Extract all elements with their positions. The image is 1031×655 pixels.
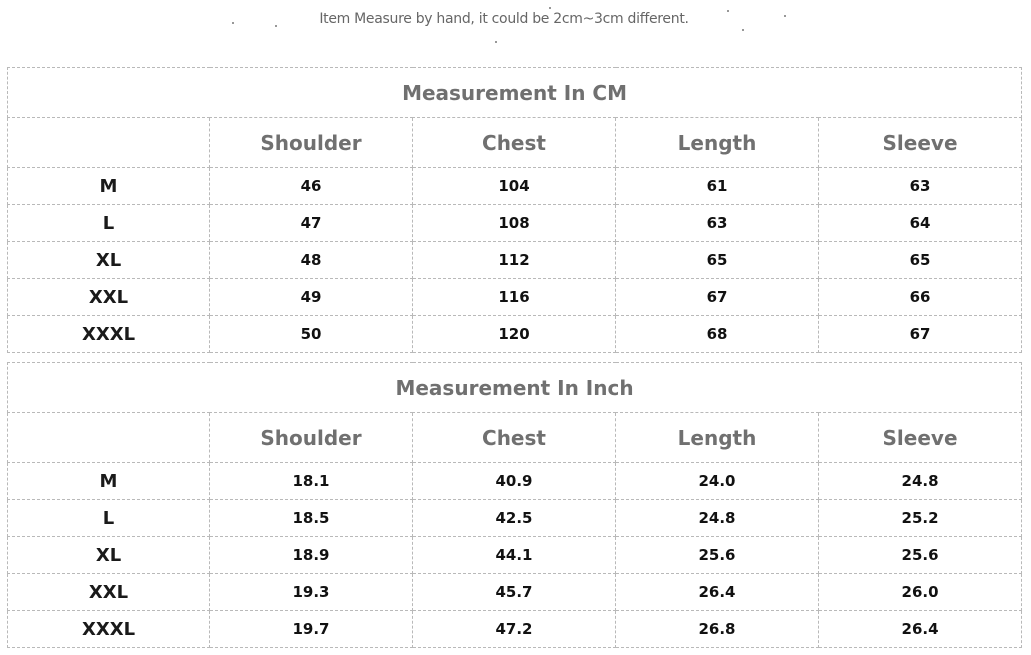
- scan-dot: [727, 10, 729, 12]
- size-label: L: [8, 205, 210, 242]
- length-value: 24.0: [616, 463, 819, 500]
- chest-value: 116: [413, 279, 616, 316]
- cm-table-title: Measurement In CM: [8, 68, 1022, 118]
- header-row: [8, 118, 1022, 168]
- sleeve-value: 65: [819, 242, 1022, 279]
- table-row: [8, 242, 1022, 279]
- length-value: 65: [616, 242, 819, 279]
- sleeve-value: 26.4: [819, 611, 1022, 648]
- shoulder-value: 48: [210, 242, 413, 279]
- shoulder-value: 47: [210, 205, 413, 242]
- sleeve-value: 64: [819, 205, 1022, 242]
- shoulder-value: 50: [210, 316, 413, 353]
- chest-value: 42.5: [413, 500, 616, 537]
- size-label: L: [8, 500, 210, 537]
- chest-value: 44.1: [413, 537, 616, 574]
- column-header-length: Length: [616, 413, 819, 463]
- shoulder-value: 46: [210, 168, 413, 205]
- chest-value: 40.9: [413, 463, 616, 500]
- column-header-chest: Chest: [413, 118, 616, 168]
- size-label: XXL: [8, 279, 210, 316]
- header-row: [8, 413, 1022, 463]
- column-header-shoulder: Shoulder: [210, 118, 413, 168]
- shoulder-value: 18.1: [210, 463, 413, 500]
- shoulder-value: 19.3: [210, 574, 413, 611]
- table-row: [8, 537, 1022, 574]
- table-row: [8, 611, 1022, 648]
- shoulder-value: 18.9: [210, 537, 413, 574]
- shoulder-value: 19.7: [210, 611, 413, 648]
- table-row: [8, 463, 1022, 500]
- column-header-shoulder: Shoulder: [210, 413, 413, 463]
- corner-cell: [8, 413, 210, 463]
- inch-size-table: [7, 362, 1022, 648]
- table-row: [8, 500, 1022, 537]
- sleeve-value: 25.6: [819, 537, 1022, 574]
- size-label: XXL: [8, 574, 210, 611]
- size-label: M: [8, 463, 210, 500]
- length-value: 61: [616, 168, 819, 205]
- sleeve-value: 63: [819, 168, 1022, 205]
- column-header-sleeve: Sleeve: [819, 118, 1022, 168]
- table-title-row: [8, 68, 1022, 118]
- chest-value: 120: [413, 316, 616, 353]
- chest-value: 45.7: [413, 574, 616, 611]
- chest-value: 104: [413, 168, 616, 205]
- scan-dot: [495, 41, 497, 43]
- length-value: 68: [616, 316, 819, 353]
- chest-value: 112: [413, 242, 616, 279]
- corner-cell: [8, 118, 210, 168]
- size-label: XL: [8, 242, 210, 279]
- scan-dot: [232, 22, 234, 24]
- sleeve-value: 66: [819, 279, 1022, 316]
- length-value: 26.8: [616, 611, 819, 648]
- size-label: XXXL: [8, 316, 210, 353]
- length-value: 67: [616, 279, 819, 316]
- table-row: [8, 279, 1022, 316]
- column-header-sleeve: Sleeve: [819, 413, 1022, 463]
- sleeve-value: 67: [819, 316, 1022, 353]
- sleeve-value: 25.2: [819, 500, 1022, 537]
- size-label: XXXL: [8, 611, 210, 648]
- size-label: XL: [8, 537, 210, 574]
- scan-dot: [784, 15, 786, 17]
- scan-dot: [275, 25, 277, 27]
- chest-value: 47.2: [413, 611, 616, 648]
- sleeve-value: 26.0: [819, 574, 1022, 611]
- length-value: 63: [616, 205, 819, 242]
- length-value: 24.8: [616, 500, 819, 537]
- scan-dot: [742, 29, 744, 31]
- shoulder-value: 49: [210, 279, 413, 316]
- table-row: [8, 205, 1022, 242]
- column-header-length: Length: [616, 118, 819, 168]
- length-value: 26.4: [616, 574, 819, 611]
- column-header-chest: Chest: [413, 413, 616, 463]
- sleeve-value: 24.8: [819, 463, 1022, 500]
- shoulder-value: 18.5: [210, 500, 413, 537]
- cm-size-table: [7, 67, 1022, 353]
- inch-table-title: Measurement In Inch: [8, 363, 1022, 413]
- chest-value: 108: [413, 205, 616, 242]
- table-row: [8, 168, 1022, 205]
- table-row: [8, 574, 1022, 611]
- table-row: [8, 316, 1022, 353]
- length-value: 25.6: [616, 537, 819, 574]
- size-label: M: [8, 168, 210, 205]
- measurement-note: Item Measure by hand, it could be 2cm~3cm different.: [319, 11, 689, 27]
- scan-dot: [549, 7, 551, 9]
- table-title-row: [8, 363, 1022, 413]
